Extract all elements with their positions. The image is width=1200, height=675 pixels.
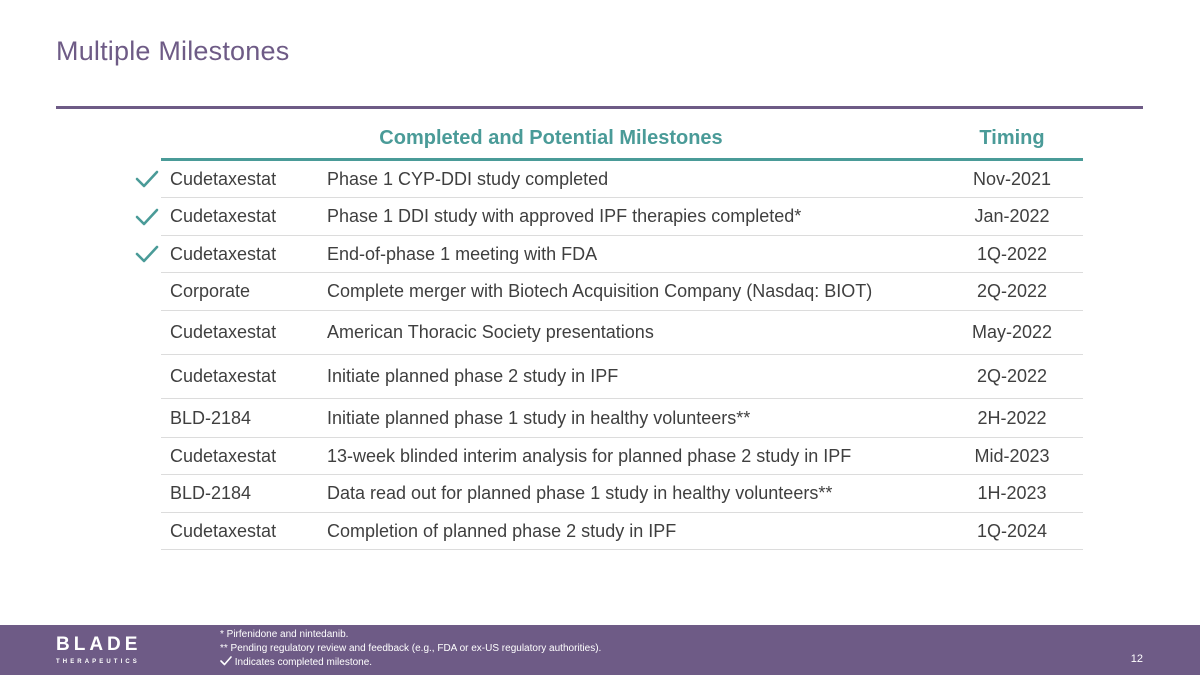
row-entity: Cudetaxestat [170, 445, 277, 466]
table-row [161, 273, 1083, 311]
logo-wordmark: BLADE [56, 634, 142, 655]
footnote-legend [220, 656, 601, 670]
row-timing: 1Q-2022 [976, 243, 1048, 264]
row-description: Complete merger with Biotech Acquisition Company (Nasdaq: BIOT) [327, 281, 873, 301]
row-entity: BLD-2184 [170, 483, 252, 503]
row-timing: 1H-2023 [977, 483, 1047, 503]
page-number: 12 [1130, 653, 1143, 665]
row-entity: Cudetaxestat [170, 243, 277, 264]
table-row [161, 161, 1083, 198]
checkmark-icon [220, 656, 232, 666]
footnote-2: ** Pending regulatory review and feedback (e.g., FDA or ex-US regulatory authorities). [220, 643, 602, 654]
row-description: Phase 1 DDI study with approved IPF therapies completed* [327, 206, 802, 226]
checkmark-icon [135, 170, 159, 188]
row-timing: Mid-2023 [974, 445, 1050, 466]
row-description: Data read out for planned phase 1 study in healthy volunteers** [327, 483, 833, 503]
row-timing: 2H-2022 [977, 407, 1047, 428]
row-timing: Jan-2022 [974, 206, 1050, 226]
footnote-1: * Pirfenidone and nintedanib. [220, 629, 349, 640]
row-timing: May-2022 [971, 322, 1053, 342]
row-entity: Cudetaxestat [170, 366, 277, 386]
row-timing: 2Q-2022 [976, 366, 1048, 386]
timing-column-header: Timing [979, 126, 1045, 149]
table-header [161, 118, 1083, 161]
checkmark-icon [135, 208, 159, 226]
logo-subtitle: THERAPEUTICS [56, 659, 140, 665]
row-description: Initiate planned phase 1 study in healthy volunteers** [327, 407, 751, 428]
row-entity: Corporate [170, 281, 251, 301]
table-row [161, 475, 1083, 513]
table-row [161, 198, 1083, 236]
row-description: Phase 1 CYP-DDI study completed [327, 168, 609, 189]
table-row [161, 438, 1083, 475]
title-divider [56, 106, 1143, 109]
row-description: End-of-phase 1 meeting with FDA [327, 243, 598, 264]
row-description: Initiate planned phase 2 study in IPF [327, 366, 619, 386]
table-row [161, 355, 1083, 399]
row-description: American Thoracic Society presentations [327, 322, 654, 342]
row-entity: BLD-2184 [170, 407, 252, 428]
checkmark-icon [135, 245, 159, 263]
blade-logo [56, 635, 148, 667]
row-description: 13-week blinded interim analysis for planned phase 2 study in IPF [327, 445, 852, 466]
table-row [161, 513, 1083, 550]
milestones-table [161, 118, 1083, 550]
footnotes [220, 628, 601, 670]
row-entity: Cudetaxestat [170, 322, 277, 342]
footnote-legend-text: Indicates completed milestone. [234, 657, 373, 668]
table-row [161, 236, 1083, 273]
table-row [161, 311, 1083, 355]
row-timing: Nov-2021 [972, 168, 1052, 189]
milestones-column-header: Completed and Potential Milestones [379, 126, 723, 149]
table-row [161, 399, 1083, 438]
row-timing: 2Q-2022 [976, 281, 1048, 301]
row-entity: Cudetaxestat [170, 520, 277, 541]
page-title: Multiple Milestones [56, 36, 290, 66]
row-description: Completion of planned phase 2 study in IPF [327, 520, 677, 541]
footer-bar [0, 625, 1200, 675]
row-timing: 1Q-2024 [976, 520, 1048, 541]
row-entity: Cudetaxestat [170, 168, 277, 189]
row-entity: Cudetaxestat [170, 206, 277, 226]
